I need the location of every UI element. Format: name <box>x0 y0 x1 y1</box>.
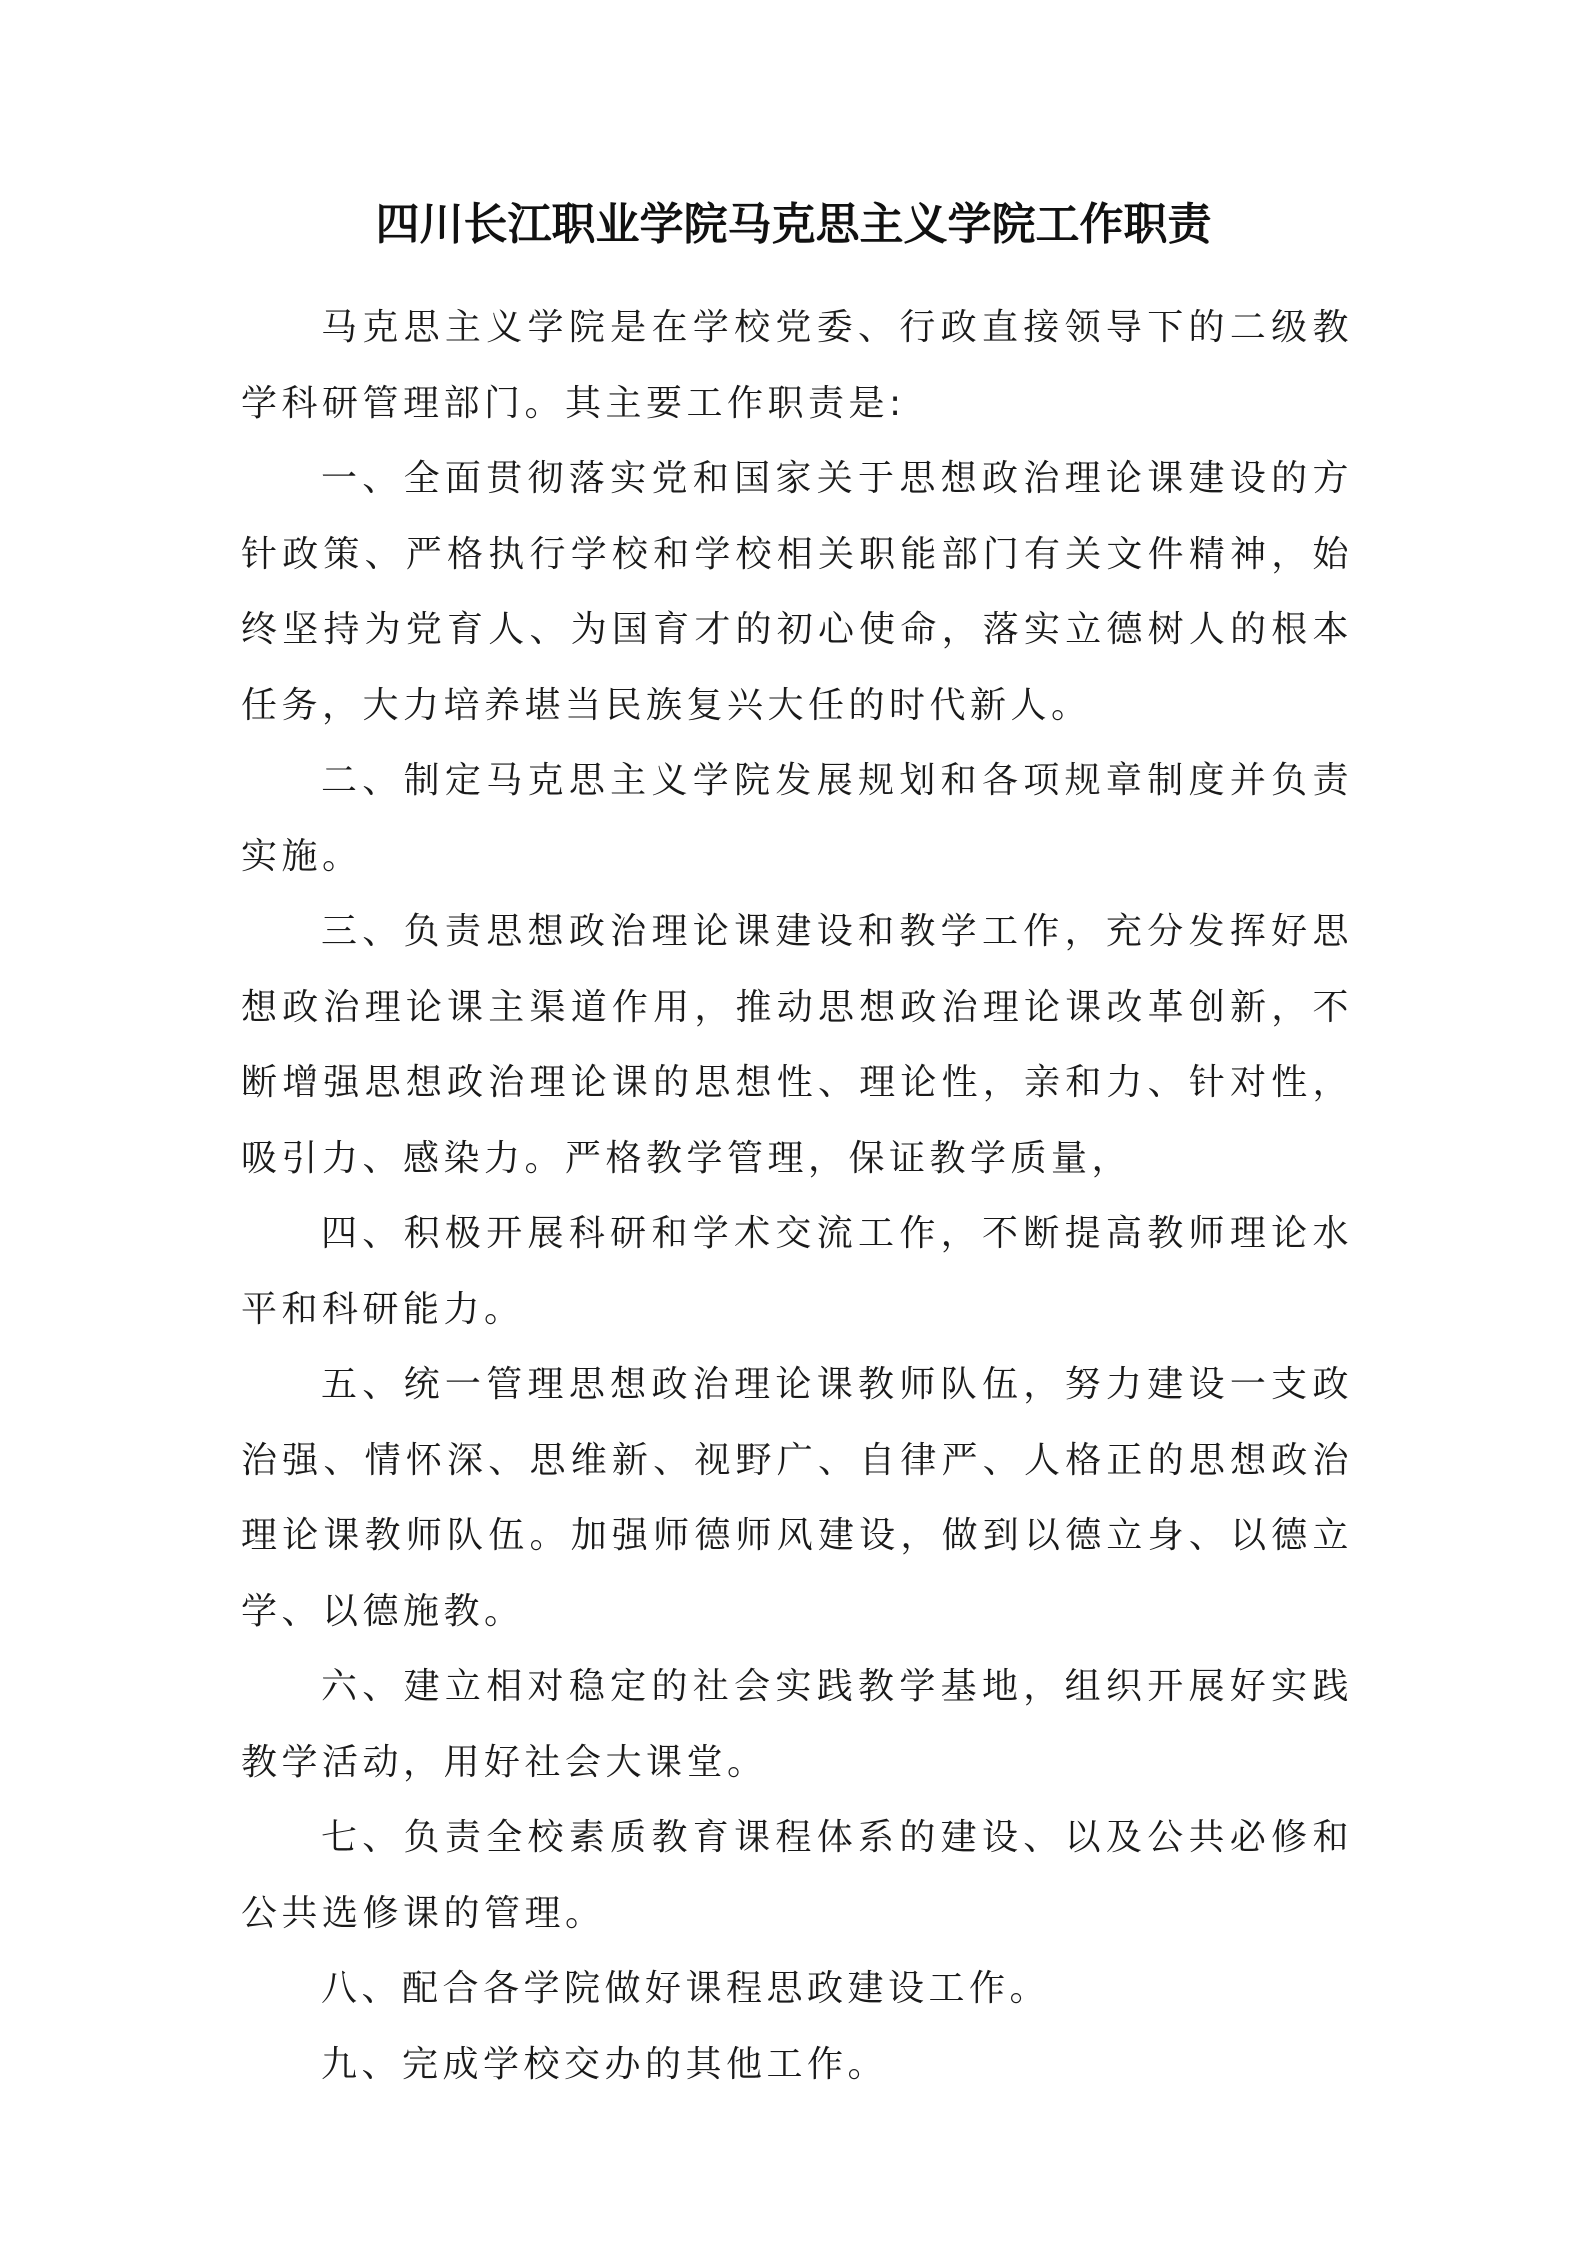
duty-item-8: 八、配合各学院做好课程思政建设工作。 <box>321 1968 1051 2009</box>
intro-paragraph: 马克思主义学院是在学校党委、行政直接领导下的二级教学科研管理部门。其主要工作职责是: <box>241 307 1353 424</box>
document-title: 四川长江职业学院马克思主义学院工作职责 <box>375 199 1212 250</box>
duty-item-5: 五、统一管理思想政治理论课教师队伍，努力建设一支政治强、情怀深、思维新、视野广、自律严、人格正的思想政治理论课教师队伍。加强师德师风建设，做到以德立身、以德立学、以德施教。 <box>241 1364 1353 1632</box>
duty-item-4: 四、积极开展科研和学术交流工作，不断提高教师理论水平和科研能力。 <box>241 1213 1353 1330</box>
document-body <box>241 290 1353 2102</box>
duty-item-9: 九、完成学校交办的其他工作。 <box>321 2043 889 2085</box>
duty-item-1: 一、全面贯彻落实党和国家关于思想政治理论课建设的方针政策、严格执行学校和学校相关职能部门有关文件精神，始终坚持为党育人、为国育才的初心使命，落实立德树人的根本任务，大力培养堪当民族复兴大任的时代新人。 <box>241 458 1353 726</box>
duty-item-6: 六、建立相对稳定的社会实践教学基地，组织开展好实践教学活动，用好社会大课堂。 <box>241 1666 1353 1783</box>
duty-item-2: 二、制定马克思主义学院发展规划和各项规章制度并负责实施。 <box>241 760 1353 877</box>
duty-item-3: 三、负责思想政治理论课建设和教学工作，充分发挥好思想政治理论课主渠道作用，推动思想政治理论课改革创新，不断增强思想政治理论课的思想性、理论性，亲和力、针对性，吸引力、感染力。严格教学管理，保证教学质量， <box>241 911 1353 1179</box>
duty-item-7: 七、负责全校素质教育课程体系的建设、以及公共必修和公共选修课的管理。 <box>241 1817 1353 1934</box>
